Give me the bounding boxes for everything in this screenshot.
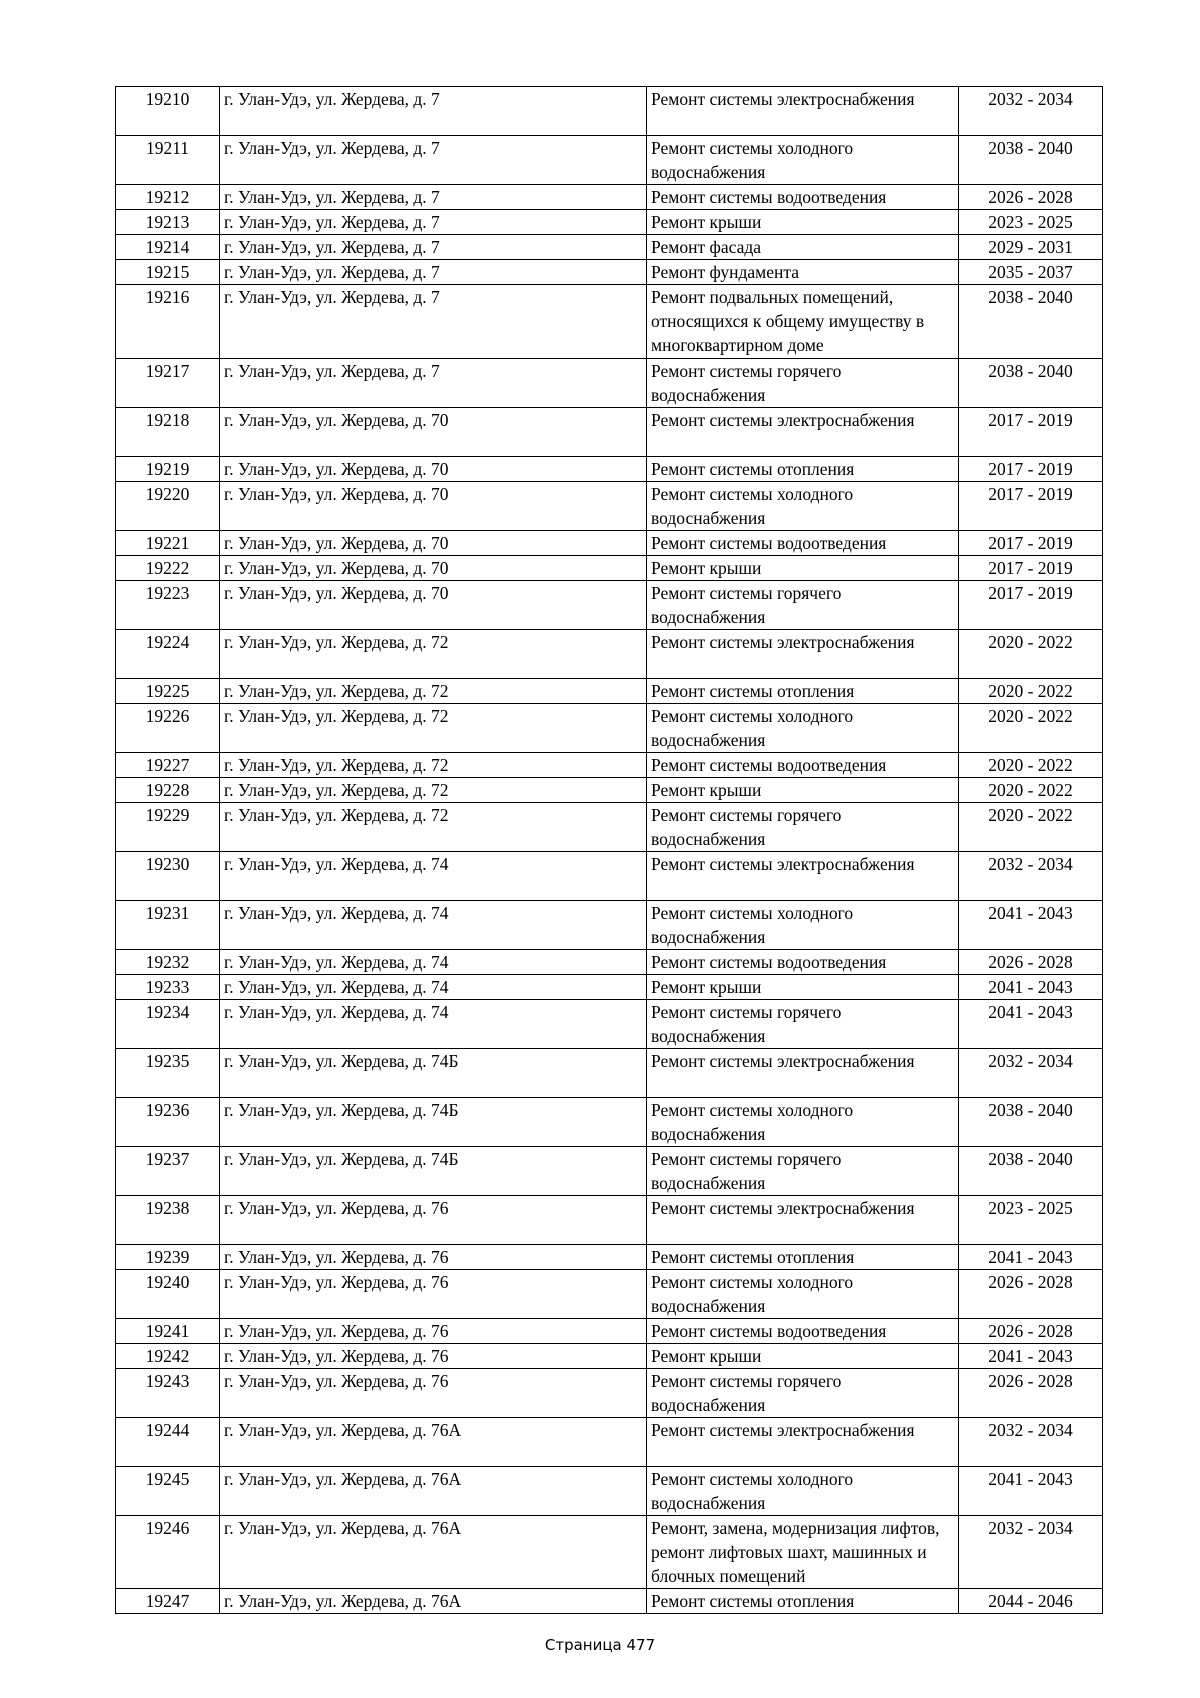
row-work-cell: Ремонт системы электроснабжения	[647, 1417, 959, 1466]
row-address-cell: г. Улан-Удэ, ул. Жердева, д. 70	[220, 456, 647, 481]
row-id-cell: 19211	[116, 136, 220, 185]
row-work-cell: Ремонт системы электроснабжения	[647, 629, 959, 678]
row-period-cell: 2020 - 2022	[959, 802, 1103, 851]
row-work-cell: Ремонт крыши	[647, 1343, 959, 1368]
table-row	[116, 1097, 1103, 1146]
row-work-cell: Ремонт системы горячего водоснабжения	[647, 1146, 959, 1195]
row-period-cell: 2041 - 2043	[959, 1343, 1103, 1368]
row-address-cell: г. Улан-Удэ, ул. Жердева, д. 72	[220, 752, 647, 777]
row-period-cell: 2038 - 2040	[959, 285, 1103, 359]
row-work-cell: Ремонт системы горячего водоснабжения	[647, 802, 959, 851]
row-id-cell: 19243	[116, 1368, 220, 1417]
row-period-cell: 2017 - 2019	[959, 580, 1103, 629]
row-id-cell: 19231	[116, 900, 220, 949]
table-row	[116, 629, 1103, 678]
row-work-cell: Ремонт системы электроснабжения	[647, 1048, 959, 1097]
row-period-cell: 2026 - 2028	[959, 185, 1103, 210]
table-row	[116, 235, 1103, 260]
table-row	[116, 752, 1103, 777]
row-address-cell: г. Улан-Удэ, ул. Жердева, д. 76	[220, 1368, 647, 1417]
row-id-cell: 19229	[116, 802, 220, 851]
row-work-cell: Ремонт системы водоотведения	[647, 530, 959, 555]
table-row	[116, 1318, 1103, 1343]
row-id-cell: 19242	[116, 1343, 220, 1368]
row-period-cell: 2017 - 2019	[959, 555, 1103, 580]
row-address-cell: г. Улан-Удэ, ул. Жердева, д. 7	[220, 185, 647, 210]
table-row	[116, 260, 1103, 285]
row-address-cell: г. Улан-Удэ, ул. Жердева, д. 70	[220, 580, 647, 629]
row-address-cell: г. Улан-Удэ, ул. Жердева, д. 7	[220, 235, 647, 260]
table-row	[116, 900, 1103, 949]
row-id-cell: 19218	[116, 407, 220, 456]
table-row	[116, 678, 1103, 703]
row-address-cell: г. Улан-Удэ, ул. Жердева, д. 74Б	[220, 1097, 647, 1146]
row-id-cell: 19239	[116, 1244, 220, 1269]
row-id-cell: 19235	[116, 1048, 220, 1097]
table-row	[116, 185, 1103, 210]
row-address-cell: г. Улан-Удэ, ул. Жердева, д. 70	[220, 555, 647, 580]
row-address-cell: г. Улан-Удэ, ул. Жердева, д. 7	[220, 136, 647, 185]
table-row	[116, 481, 1103, 530]
row-id-cell: 19233	[116, 974, 220, 999]
row-id-cell: 19234	[116, 999, 220, 1048]
row-work-cell: Ремонт системы электроснабжения	[647, 851, 959, 900]
row-work-cell: Ремонт крыши	[647, 777, 959, 802]
table-row	[116, 407, 1103, 456]
table-row	[116, 87, 1103, 136]
table-row	[116, 1466, 1103, 1515]
row-period-cell: 2032 - 2034	[959, 1417, 1103, 1466]
row-address-cell: г. Улан-Удэ, ул. Жердева, д. 7	[220, 260, 647, 285]
row-id-cell: 19212	[116, 185, 220, 210]
row-address-cell: г. Улан-Удэ, ул. Жердева, д. 76А	[220, 1417, 647, 1466]
row-id-cell: 19225	[116, 678, 220, 703]
row-work-cell: Ремонт системы горячего водоснабжения	[647, 999, 959, 1048]
row-work-cell: Ремонт системы отопления	[647, 1244, 959, 1269]
row-id-cell: 19222	[116, 555, 220, 580]
row-period-cell: 2032 - 2034	[959, 87, 1103, 136]
row-id-cell: 19217	[116, 358, 220, 407]
row-id-cell: 19226	[116, 703, 220, 752]
row-period-cell: 2017 - 2019	[959, 481, 1103, 530]
row-work-cell: Ремонт системы отопления	[647, 678, 959, 703]
row-period-cell: 2026 - 2028	[959, 1318, 1103, 1343]
row-id-cell: 19245	[116, 1466, 220, 1515]
table-row	[116, 285, 1103, 359]
row-period-cell: 2032 - 2034	[959, 851, 1103, 900]
row-work-cell: Ремонт системы отопления	[647, 456, 959, 481]
row-work-cell: Ремонт системы холодного водоснабжения	[647, 900, 959, 949]
row-period-cell: 2026 - 2028	[959, 1368, 1103, 1417]
row-id-cell: 19246	[116, 1515, 220, 1589]
row-id-cell: 19210	[116, 87, 220, 136]
row-period-cell: 2026 - 2028	[959, 1269, 1103, 1318]
table-row	[116, 802, 1103, 851]
row-work-cell: Ремонт системы горячего водоснабжения	[647, 1368, 959, 1417]
table-row	[116, 136, 1103, 185]
row-id-cell: 19240	[116, 1269, 220, 1318]
row-work-cell: Ремонт фасада	[647, 235, 959, 260]
table-row	[116, 456, 1103, 481]
row-period-cell: 2017 - 2019	[959, 530, 1103, 555]
table-row	[116, 949, 1103, 974]
row-work-cell: Ремонт системы электроснабжения	[647, 87, 959, 136]
row-work-cell: Ремонт системы водоотведения	[647, 752, 959, 777]
row-id-cell: 19241	[116, 1318, 220, 1343]
table-row	[116, 530, 1103, 555]
row-id-cell: 19237	[116, 1146, 220, 1195]
row-work-cell: Ремонт системы водоотведения	[647, 949, 959, 974]
row-address-cell: г. Улан-Удэ, ул. Жердева, д. 74	[220, 974, 647, 999]
table-row	[116, 851, 1103, 900]
row-period-cell: 2026 - 2028	[959, 949, 1103, 974]
row-period-cell: 2041 - 2043	[959, 999, 1103, 1048]
table-row	[116, 210, 1103, 235]
table-row	[116, 1343, 1103, 1368]
row-work-cell: Ремонт системы горячего водоснабжения	[647, 358, 959, 407]
table-row	[116, 1048, 1103, 1097]
row-work-cell: Ремонт системы электроснабжения	[647, 1195, 959, 1244]
row-period-cell: 2041 - 2043	[959, 1466, 1103, 1515]
row-period-cell: 2038 - 2040	[959, 358, 1103, 407]
row-id-cell: 19213	[116, 210, 220, 235]
table-row	[116, 1146, 1103, 1195]
row-address-cell: г. Улан-Удэ, ул. Жердева, д. 76А	[220, 1515, 647, 1589]
table-row	[116, 1417, 1103, 1466]
row-address-cell: г. Улан-Удэ, ул. Жердева, д. 76А	[220, 1589, 647, 1614]
row-address-cell: г. Улан-Удэ, ул. Жердева, д. 76	[220, 1195, 647, 1244]
row-work-cell: Ремонт системы водоотведения	[647, 185, 959, 210]
row-period-cell: 2032 - 2034	[959, 1048, 1103, 1097]
row-id-cell: 19223	[116, 580, 220, 629]
row-period-cell: 2020 - 2022	[959, 629, 1103, 678]
row-address-cell: г. Улан-Удэ, ул. Жердева, д. 70	[220, 481, 647, 530]
row-work-cell: Ремонт системы холодного водоснабжения	[647, 1097, 959, 1146]
row-period-cell: 2020 - 2022	[959, 703, 1103, 752]
row-id-cell: 19221	[116, 530, 220, 555]
row-id-cell: 19216	[116, 285, 220, 359]
table-row	[116, 555, 1103, 580]
row-period-cell: 2023 - 2025	[959, 1195, 1103, 1244]
row-address-cell: г. Улан-Удэ, ул. Жердева, д. 7	[220, 358, 647, 407]
row-address-cell: г. Улан-Удэ, ул. Жердева, д. 72	[220, 678, 647, 703]
row-address-cell: г. Улан-Удэ, ул. Жердева, д. 76	[220, 1244, 647, 1269]
row-address-cell: г. Улан-Удэ, ул. Жердева, д. 76	[220, 1269, 647, 1318]
row-address-cell: г. Улан-Удэ, ул. Жердева, д. 72	[220, 802, 647, 851]
row-period-cell: 2044 - 2046	[959, 1589, 1103, 1614]
table-row	[116, 1589, 1103, 1614]
row-id-cell: 19219	[116, 456, 220, 481]
row-work-cell: Ремонт системы холодного водоснабжения	[647, 703, 959, 752]
row-period-cell: 2020 - 2022	[959, 678, 1103, 703]
row-address-cell: г. Улан-Удэ, ул. Жердева, д. 72	[220, 629, 647, 678]
row-address-cell: г. Улан-Удэ, ул. Жердева, д. 7	[220, 210, 647, 235]
row-period-cell: 2038 - 2040	[959, 1146, 1103, 1195]
row-work-cell: Ремонт системы холодного водоснабжения	[647, 481, 959, 530]
row-period-cell: 2038 - 2040	[959, 136, 1103, 185]
table-row	[116, 1269, 1103, 1318]
row-id-cell: 19220	[116, 481, 220, 530]
table-row	[116, 999, 1103, 1048]
row-address-cell: г. Улан-Удэ, ул. Жердева, д. 74Б	[220, 1048, 647, 1097]
row-period-cell: 2020 - 2022	[959, 752, 1103, 777]
row-period-cell: 2041 - 2043	[959, 900, 1103, 949]
table-row	[116, 777, 1103, 802]
row-address-cell: г. Улан-Удэ, ул. Жердева, д. 74	[220, 949, 647, 974]
row-id-cell: 19244	[116, 1417, 220, 1466]
row-work-cell: Ремонт крыши	[647, 210, 959, 235]
row-id-cell: 19215	[116, 260, 220, 285]
row-period-cell: 2017 - 2019	[959, 456, 1103, 481]
row-address-cell: г. Улан-Удэ, ул. Жердева, д. 7	[220, 285, 647, 359]
table-row	[116, 580, 1103, 629]
row-id-cell: 19214	[116, 235, 220, 260]
row-period-cell: 2041 - 2043	[959, 974, 1103, 999]
table-row	[116, 703, 1103, 752]
works-table-body	[116, 87, 1103, 1614]
works-table	[115, 86, 1103, 1614]
row-work-cell: Ремонт, замена, модернизация лифтов, ремонт лифтовых шахт, машинных и блочных помещений	[647, 1515, 959, 1589]
row-work-cell: Ремонт системы холодного водоснабжения	[647, 1269, 959, 1318]
row-period-cell: 2041 - 2043	[959, 1244, 1103, 1269]
table-row	[116, 1244, 1103, 1269]
row-address-cell: г. Улан-Удэ, ул. Жердева, д. 76	[220, 1318, 647, 1343]
row-period-cell: 2032 - 2034	[959, 1515, 1103, 1589]
row-address-cell: г. Улан-Удэ, ул. Жердева, д. 76А	[220, 1466, 647, 1515]
row-work-cell: Ремонт системы электроснабжения	[647, 407, 959, 456]
row-address-cell: г. Улан-Удэ, ул. Жердева, д. 72	[220, 703, 647, 752]
table-row	[116, 1195, 1103, 1244]
table-row	[116, 358, 1103, 407]
row-work-cell: Ремонт крыши	[647, 974, 959, 999]
row-id-cell: 19236	[116, 1097, 220, 1146]
row-id-cell: 19247	[116, 1589, 220, 1614]
row-id-cell: 19230	[116, 851, 220, 900]
row-id-cell: 19238	[116, 1195, 220, 1244]
table-row	[116, 1368, 1103, 1417]
row-address-cell: г. Улан-Удэ, ул. Жердева, д. 7	[220, 87, 647, 136]
row-work-cell: Ремонт крыши	[647, 555, 959, 580]
row-period-cell: 2038 - 2040	[959, 1097, 1103, 1146]
row-period-cell: 2029 - 2031	[959, 235, 1103, 260]
row-work-cell: Ремонт системы водоотведения	[647, 1318, 959, 1343]
row-address-cell: г. Улан-Удэ, ул. Жердева, д. 70	[220, 530, 647, 555]
row-work-cell: Ремонт подвальных помещений, относящихся к общему имуществу в многоквартирном доме	[647, 285, 959, 359]
row-address-cell: г. Улан-Удэ, ул. Жердева, д. 74	[220, 900, 647, 949]
row-address-cell: г. Улан-Удэ, ул. Жердева, д. 72	[220, 777, 647, 802]
row-id-cell: 19224	[116, 629, 220, 678]
row-address-cell: г. Улан-Удэ, ул. Жердева, д. 74	[220, 851, 647, 900]
row-period-cell: 2023 - 2025	[959, 210, 1103, 235]
row-address-cell: г. Улан-Удэ, ул. Жердева, д. 74Б	[220, 1146, 647, 1195]
row-period-cell: 2017 - 2019	[959, 407, 1103, 456]
row-work-cell: Ремонт системы холодного водоснабжения	[647, 1466, 959, 1515]
row-work-cell: Ремонт системы горячего водоснабжения	[647, 580, 959, 629]
page-number: Страница 477	[544, 1636, 656, 1654]
row-work-cell: Ремонт системы холодного водоснабжения	[647, 136, 959, 185]
row-address-cell: г. Улан-Удэ, ул. Жердева, д. 76	[220, 1343, 647, 1368]
row-address-cell: г. Улан-Удэ, ул. Жердева, д. 74	[220, 999, 647, 1048]
row-id-cell: 19228	[116, 777, 220, 802]
row-period-cell: 2035 - 2037	[959, 260, 1103, 285]
row-work-cell: Ремонт фундамента	[647, 260, 959, 285]
row-period-cell: 2020 - 2022	[959, 777, 1103, 802]
row-id-cell: 19232	[116, 949, 220, 974]
table-row	[116, 1515, 1103, 1589]
row-work-cell: Ремонт системы отопления	[647, 1589, 959, 1614]
row-address-cell: г. Улан-Удэ, ул. Жердева, д. 70	[220, 407, 647, 456]
row-id-cell: 19227	[116, 752, 220, 777]
table-row	[116, 974, 1103, 999]
